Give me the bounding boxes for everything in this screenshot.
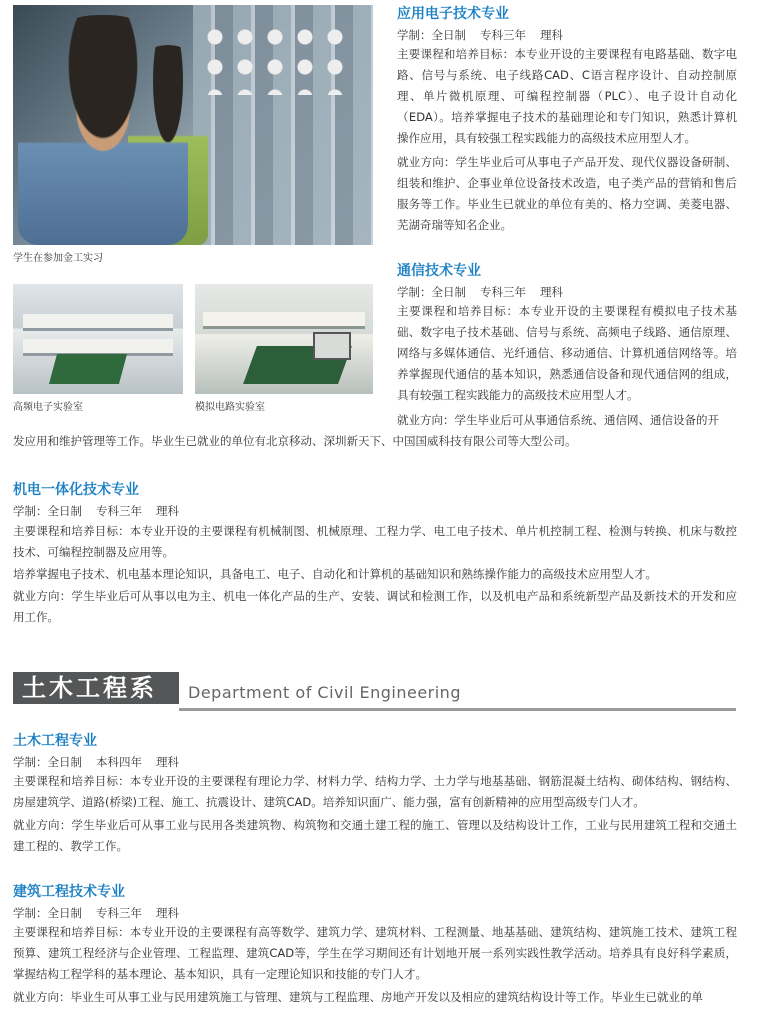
communication-courses: 主要课程和培养目标：本专业开设的主要课程有模拟电子技术基础、数字电子技术基础、信号与系统、高频电子线路、通信原理、网络与多媒体通信、光纤通信、移动通信、计算机通信网络等。培养掌握现代通信的基本知识，熟悉通信设备和现代通信网的组成，具有较强工程实践能力的高级技术应用型人才。 [397,304,737,402]
architecture-tech-meta: 学制：全日制 专科三年 理科 [13,906,179,920]
hf-lab-caption: 高频电子实验室 [13,402,83,413]
architecture-tech-career: 就业方向：毕业生可从事工业与民用建筑施工与管理、建筑与工程监理、房地产开发以及相应的建筑结构设计等工作。毕业生已就业的单 [13,990,703,1004]
workshop-caption: 学生在参加金工实习 [13,253,103,264]
hf-lab-photo [13,284,183,394]
mechatronics-meta: 学制：全日制 专科三年 理科 [13,504,179,518]
mechatronics-title: 机电一体化技术专业 [13,482,139,498]
civil-engineering-courses: 主要课程和培养目标：本专业开设的主要课程有理论力学、材料力学、结构力学、土力学与地基基础、钢筋混凝土结构、砌体结构、钢结构、房屋建筑学、道路(桥梁)工程、施工、抗震设计、建筑CAD。培养知识面广、能力强，富有创新精神的应用型高级专门人才。 [13,774,737,809]
analog-lab-caption: 模拟电路实验室 [195,402,265,413]
architecture-tech-courses: 主要课程和培养目标：本专业开设的主要课程有高等数学、建筑力学、建筑材料、工程测量、地基基础、建筑结构、建筑施工技术、建筑工程预算、建筑工程经济与企业管理、工程监理、建筑CAD等，学生在学习期间还有计划地开展一系列实践性教学活动。培养具有良好科学素质，掌握结构工程学科的基本理论、基本知识，具有一定理论知识和技能的专门人才。 [13,925,737,981]
civil-engineering-career: 就业方向：学生毕业后可从事工业与民用各类建筑物、构筑物和交通土建工程的施工、管理以及结构设计工作，工业与民用建筑工程和交通土建工程的、教学工作。 [13,818,737,853]
civil-engineering-title: 土木工程专业 [13,733,97,749]
analog-lab-photo [195,284,373,394]
applied-electronics-courses: 主要课程和培养目标：本专业开设的主要课程有电路基础、数字电路、信号与系统、电子线路CAD、C语言程序设计、自动控制原理、单片微机原理、可编程控制器（PLC）、电子设计自动化（EDA）。培养掌握电子技术的基础理论和专门知识，熟悉计算机操作应用，具有较强工程实践能力的高级技术应用型人才。 [397,47,737,145]
mechatronics-goal: 培养掌握电子技术、机电基本理论知识，具备电工、电子、自动化和计算机的基础知识和熟练操作能力的高级技术应用型人才。 [13,567,657,581]
communication-meta: 学制：全日制 专科三年 理科 [397,285,563,299]
architecture-tech-title: 建筑工程技术专业 [13,884,125,900]
department-title-cn: 土木工程系 [22,674,157,702]
department-title-en: Department of Civil Engineering [188,683,461,702]
mechatronics-courses: 主要课程和培养目标：本专业开设的主要课程有机械制图、机械原理、工程力学、电工电子技术、单片机控制工程、检测与转换、机床与数控技术、可编程控制器及应用等。 [13,524,737,559]
department-divider [179,708,736,711]
mechatronics-career: 就业方向：学生毕业后可从事以电为主、机电一体化产品的生产、安装、调试和检测工作，以及机电产品和系统新型产品及新技术的开发和应用工作。 [13,589,737,624]
applied-electronics-meta: 学制：全日制 专科三年 理科 [397,28,563,42]
communication-title: 通信技术专业 [397,263,481,279]
communication-career-start: 就业方向：学生毕业后可从事通信系统、通信网、通信设备的开 [397,413,719,427]
applied-electronics-title: 应用电子技术专业 [397,6,509,22]
communication-career-end: 发应用和维护管理等工作。毕业生已就业的单位有北京移动、深圳新天下、中国国威科技有限公司等大型公司。 [13,434,577,448]
civil-engineering-meta: 学制：全日制 本科四年 理科 [13,755,179,769]
applied-electronics-career: 就业方向：学生毕业后可从事电子产品开发、现代仪器设备研制、组装和维护、企事业单位设备技术改造，电子类产品的营销和售后服务等工作。毕业生已就业的单位有美的、格力空调、美菱电器、芜湖奇瑞等知名企业。 [397,155,737,232]
workshop-photo [13,5,373,245]
